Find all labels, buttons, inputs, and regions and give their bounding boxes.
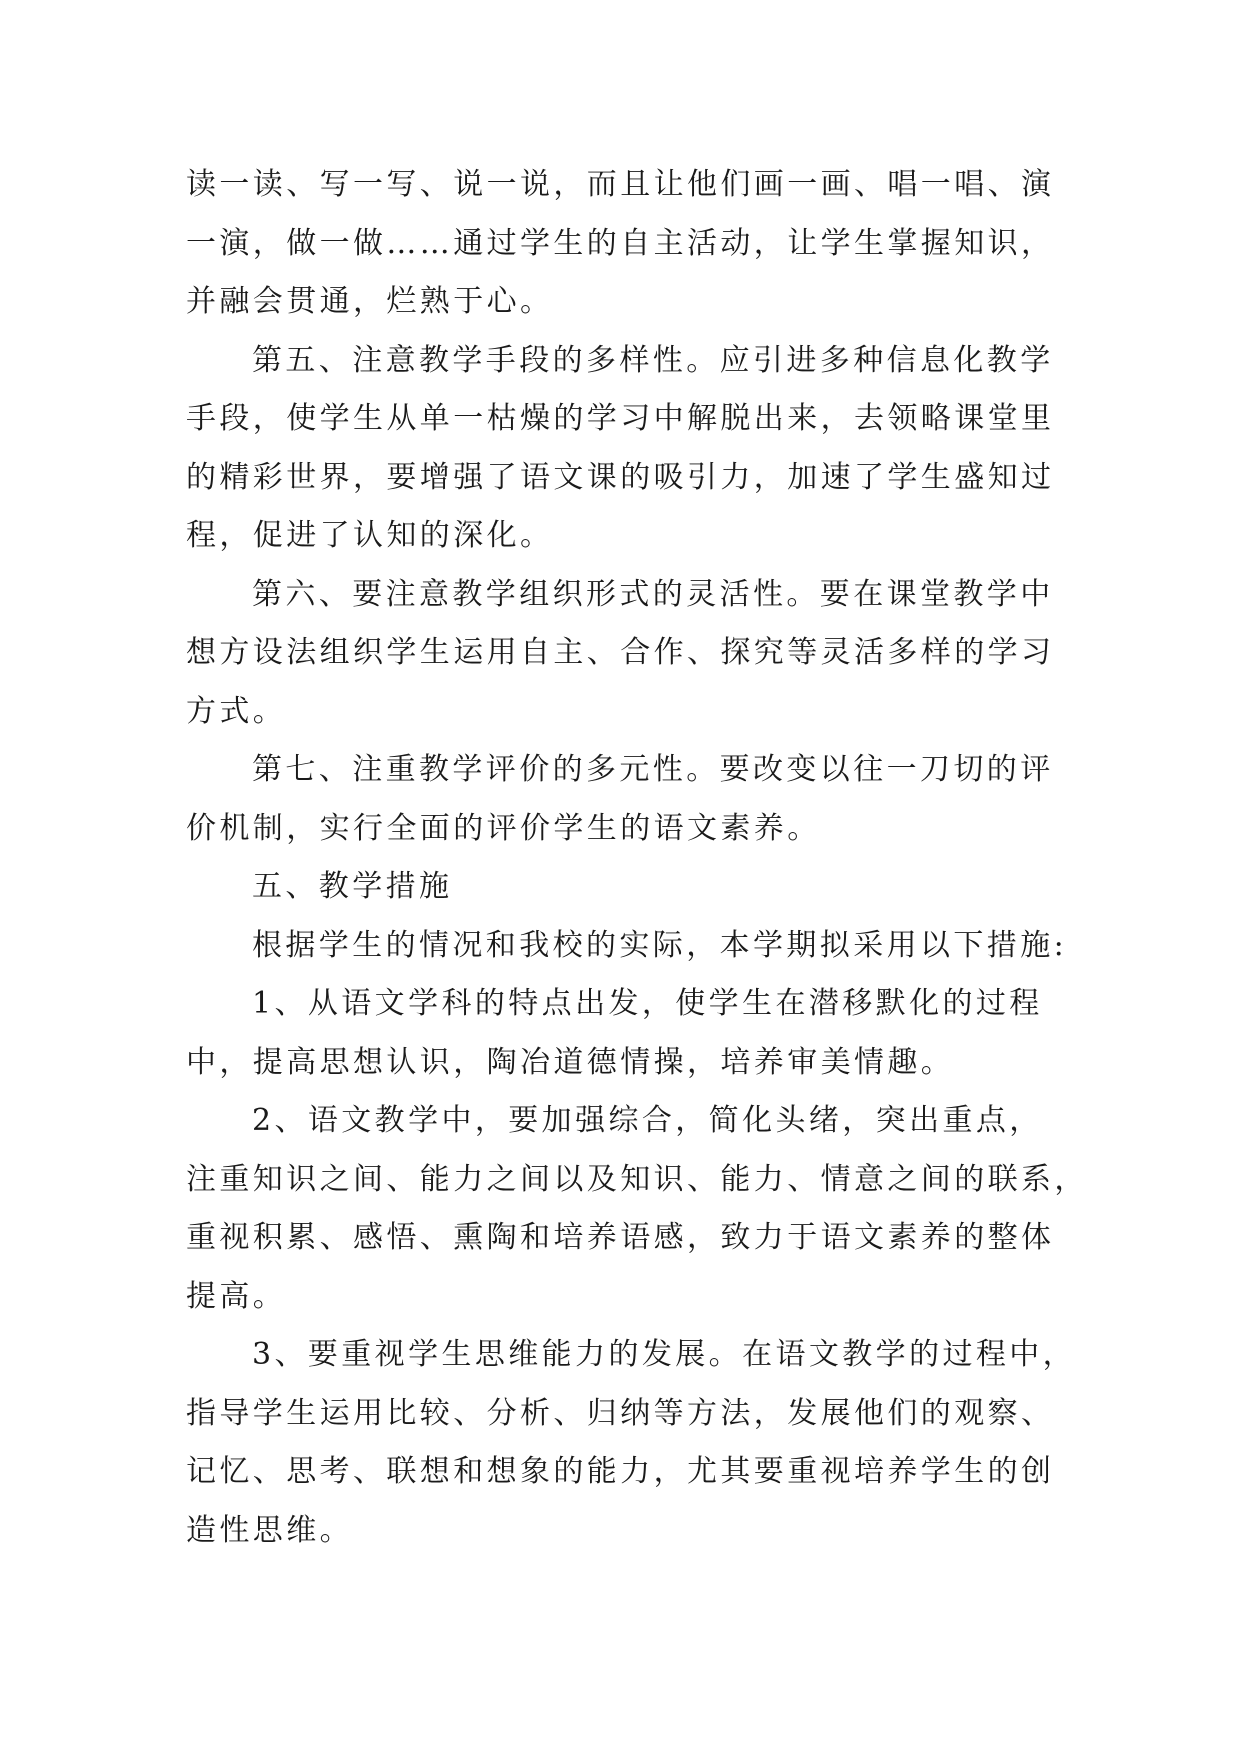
paragraph-start-line: 第六、要注意教学组织形式的灵活性。要在课堂教学中 (252, 576, 1054, 612)
text-line: 注重知识之间、能力之间以及知识、能力、情意之间的联系， (186, 1161, 1088, 1197)
list-item-start-line: 1、从语文学科的特点出发，使学生在潜移默化的过程 (252, 986, 1043, 1021)
text-line: 手段，使学生从单一枯燥的学习中解脱出来，去领略课堂里 (186, 401, 1055, 436)
text-line: 一演，做一做……通过学生的自主活动，让学生掌握知识， (186, 225, 1055, 261)
text-line: 并融会贯通，烂熟于心。 (186, 284, 554, 319)
text-line: 读一读、写一写、说一说，而且让他们画一画、唱一唱、演 (186, 167, 1055, 202)
section-heading: 五、教学措施 (252, 869, 453, 904)
paragraph-start-line: 第七、注重教学评价的多元性。要改变以往一刀切的评 (252, 752, 1054, 787)
list-item-start-line: 3、要重视学生思维能力的发展。在语文教学的过程中， (252, 1337, 1077, 1372)
text-line: 造性思维。 (186, 1512, 353, 1548)
text-line: 价机制，实行全面的评价学生的语文素养。 (186, 810, 821, 846)
text-line: 指导学生运用比较、分析、归纳等方法，发展他们的观察、 (186, 1395, 1055, 1431)
text-line: 想方设法组织学生运用自主、合作、探究等灵活多样的学习 (186, 635, 1055, 670)
text-line: 重视积累、感悟、熏陶和培养语感，致力于语文素养的整体 (186, 1220, 1055, 1255)
list-item-start-line: 2、语文教学中，要加强综合，简化头绪，突出重点， (252, 1103, 1043, 1138)
text-line: 的精彩世界，要增强了语文课的吸引力，加速了学生盛知过 (186, 459, 1055, 495)
text-line: 中，提高思想认识，陶冶道德情操，培养审美情趣。 (186, 1044, 955, 1080)
text-line: 提高。 (186, 1278, 287, 1314)
paragraph-start-line: 第五、注意教学手段的多样性。应引进多种信息化教学 (252, 342, 1054, 378)
paragraph-start-line: 根据学生的情况和我校的实际，本学期拟采用以下措施: (252, 927, 1068, 963)
text-line: 记忆、思考、联想和想象的能力，尤其要重视培养学生的创 (186, 1454, 1055, 1489)
text-line: 程，促进了认知的深化。 (186, 518, 554, 553)
document-body (186, 156, 1088, 1560)
text-line: 方式。 (186, 693, 287, 729)
